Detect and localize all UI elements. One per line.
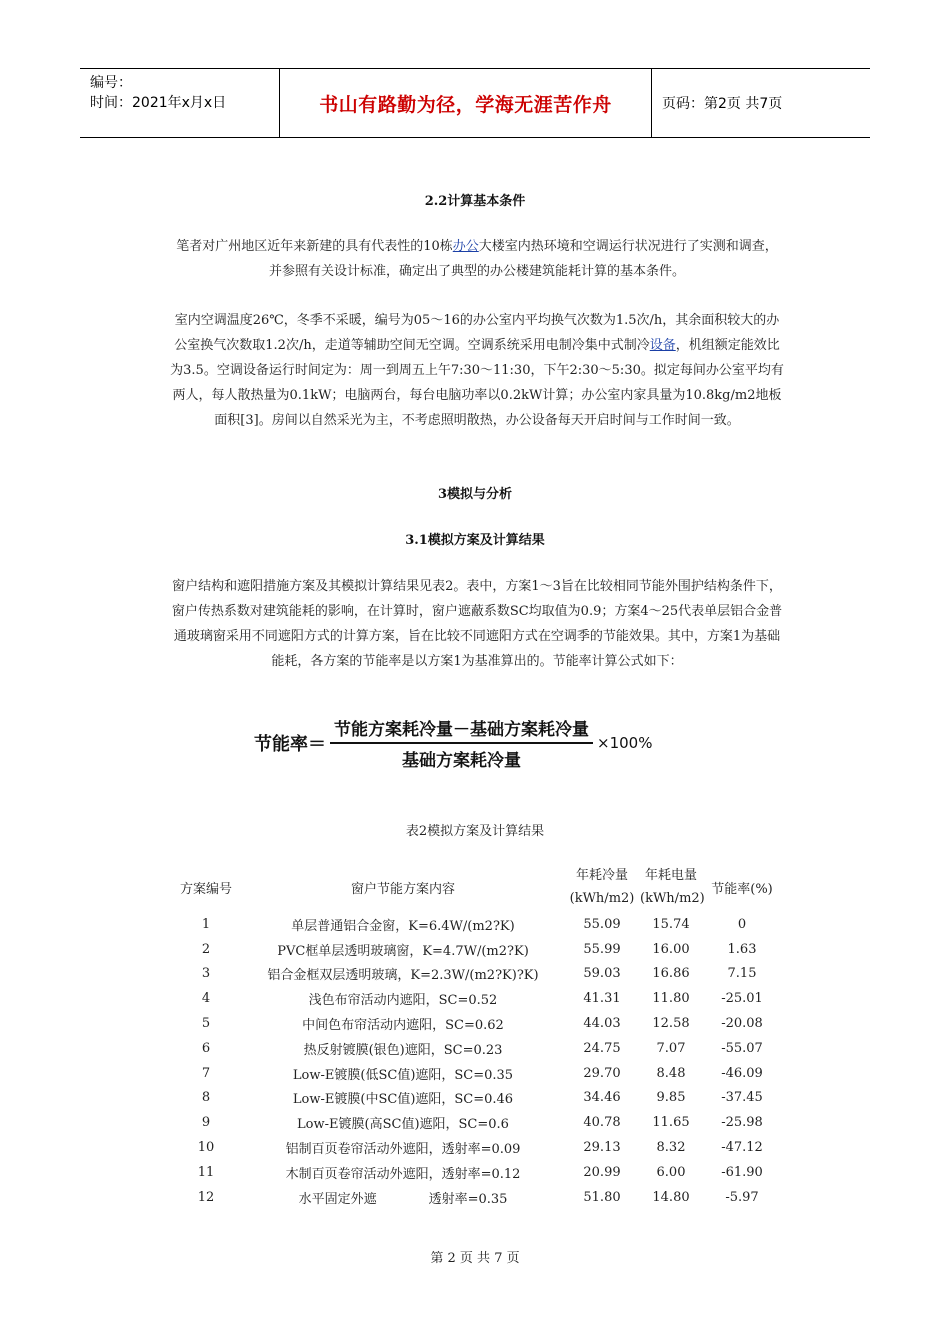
cell-power: 11.80	[652, 991, 690, 1007]
cell-cooling: 59.03	[583, 966, 621, 982]
cell-id: 5	[201, 1016, 211, 1032]
cell-content: 木制百页卷帘活动外遮阳，透射率=0.12	[285, 1166, 521, 1182]
formula-fraction	[330, 715, 593, 771]
cell-cooling: 41.31	[583, 991, 621, 1007]
cell-cooling: 20.99	[583, 1164, 621, 1180]
para-2-text-b: ，机组额定能效比为3.5。空调设备运行时间定为：周一到周五上午7:30～11:30，下午2:30～5:30。拟定每间办公室平均有两人，每人散热量为0.1kW；电脑两台，每台电脑功率以0.2kW计算；办公室内家具量为10.8kg/m2地板面积[3]。房间以自然采光为主，不考虑照明散热，办公设备每天开启时间与工作时间一致。	[170, 338, 784, 428]
cell-id: 4	[201, 991, 211, 1007]
link-office[interactable]: 办公	[452, 239, 479, 254]
table-row	[170, 1160, 782, 1185]
cell-id: 12	[197, 1189, 215, 1205]
page-header	[80, 68, 870, 138]
page-footer: 第 2 页 共 7 页	[430, 1251, 520, 1266]
formula-tail: ×100%	[597, 734, 653, 752]
link-equipment[interactable]: 设备	[649, 338, 676, 353]
table-row	[170, 962, 782, 987]
header-time: 时间：2021年x月x日	[90, 95, 227, 111]
cell-power: 11.65	[652, 1115, 690, 1131]
table-row	[170, 1110, 782, 1135]
cell-cooling: 24.75	[583, 1040, 621, 1056]
col-header-power-unit: (kWh/m2)	[640, 891, 705, 906]
cell-id: 2	[201, 941, 211, 957]
cell-rate: -20.08	[721, 1016, 763, 1032]
formula-lhs: 节能率＝	[254, 734, 326, 755]
table-row	[170, 1135, 782, 1160]
formula-denominator: 基础方案耗冷量	[402, 751, 521, 771]
col-header-cooling-unit: (kWh/m2)	[569, 891, 635, 906]
cell-rate: 0	[737, 916, 747, 932]
para-1-text-a: 笔者对广州地区近年来新建的具有代表性的10栋	[176, 239, 453, 254]
header-page-info: 页码：第2页 共7页	[662, 96, 783, 112]
cell-id: 7	[201, 1065, 211, 1081]
energy-saving-formula	[254, 717, 704, 769]
col-header-power	[640, 862, 705, 912]
cell-content: 浅色布帘活动内遮阳，SC=0.52	[308, 993, 498, 1009]
cell-id: 8	[201, 1090, 211, 1106]
header-number: 编号：	[90, 75, 132, 91]
header-motto: 书山有路勤为径，学海无涯苦作舟	[280, 69, 652, 137]
para-1-text-b: 大楼室内热环境和空调运行状况进行了实测和调查，并参照有关设计标准，确定出了典型的办公楼建筑能耗计算的基本条件。	[268, 239, 778, 279]
table-row	[170, 912, 782, 937]
table-row	[170, 1185, 782, 1210]
cell-power: 8.32	[656, 1140, 686, 1156]
section-2-2-title: 2.2计算基本条件	[424, 194, 526, 209]
cell-id: 11	[197, 1164, 215, 1180]
cell-power: 8.48	[656, 1065, 686, 1081]
cell-power: 7.07	[656, 1040, 686, 1056]
col-header-rate: 节能率(%)	[711, 881, 773, 897]
cell-cooling: 55.09	[583, 916, 621, 932]
cell-rate: -61.90	[721, 1164, 763, 1180]
cell-content: 水平固定外遮 透射率=0.35	[298, 1191, 508, 1207]
table-caption: 表2模拟方案及计算结果	[405, 824, 545, 839]
cell-cooling: 29.70	[583, 1065, 621, 1081]
cell-rate: -37.45	[721, 1090, 763, 1106]
cell-id: 1	[201, 916, 211, 932]
col-header-power-label: 年耗电量	[644, 868, 697, 883]
cell-content: Low-E镀膜(中SC值)遮阳，SC=0.46	[292, 1092, 514, 1108]
table-row	[170, 937, 782, 962]
cell-id: 10	[197, 1140, 215, 1156]
section-3-1-title: 3.1模拟方案及计算结果	[405, 533, 545, 548]
col-header-cooling-label: 年耗冷量	[575, 868, 628, 883]
cell-rate: -25.01	[721, 991, 763, 1007]
cell-content: 铝制百页卷帘活动外遮阳，透射率=0.09	[285, 1142, 521, 1158]
para-2-text-a: 室内空调温度26℃，冬季不采暖，编号为05～16的办公室内平均换气次数为1.5次/h，其余面积较大的办公室换气次数取1.2次/h，走道等辅助空间无空调。空调系统采用电制冷集中式制冷	[174, 313, 780, 353]
cell-cooling: 44.03	[583, 1016, 621, 1032]
cell-cooling: 55.99	[583, 941, 621, 957]
cell-cooling: 40.78	[583, 1115, 621, 1131]
table-row	[170, 1036, 782, 1061]
results-table	[170, 862, 782, 1210]
cell-content: 单层普通铝合金窗，K=6.4W/(m2?K)	[291, 918, 515, 934]
table-row	[170, 1061, 782, 1086]
cell-power: 6.00	[656, 1164, 686, 1180]
cell-power: 15.74	[652, 916, 690, 932]
section-3-title: 3模拟与分析	[437, 487, 513, 502]
col-header-id: 方案编号	[179, 881, 232, 897]
cell-rate: -46.09	[721, 1065, 763, 1081]
table-row	[170, 986, 782, 1011]
col-header-content: 窗户节能方案内容	[350, 881, 455, 897]
cell-cooling: 51.80	[583, 1189, 621, 1205]
cell-cooling: 34.46	[583, 1090, 621, 1106]
cell-id: 6	[201, 1040, 211, 1056]
cell-rate: 7.15	[727, 966, 757, 982]
cell-id: 9	[201, 1115, 211, 1131]
cell-rate: -5.97	[725, 1189, 759, 1205]
table-row	[170, 1011, 782, 1036]
cell-content: Low-E镀膜(低SC值)遮阳，SC=0.35	[292, 1067, 514, 1083]
cell-power: 16.00	[652, 941, 690, 957]
section-2-2-para-2	[170, 308, 784, 433]
formula-numerator: 节能方案耗冷量－基础方案耗冷量	[330, 715, 593, 744]
cell-cooling: 29.13	[583, 1140, 621, 1156]
cell-content: 热反射镀膜(银色)遮阳，SC=0.23	[303, 1042, 503, 1058]
cell-rate: -25.98	[721, 1115, 763, 1131]
cell-rate: 1.63	[727, 941, 757, 957]
cell-power: 16.86	[652, 966, 690, 982]
cell-content: 中间色布帘活动内遮阳，SC=0.62	[302, 1018, 504, 1034]
section-3-1-para: 窗户结构和遮阳措施方案及其模拟计算结果见表2。表中，方案1～3旨在比较相同节能外围护结构条件下，窗户传热系数对建筑能耗的影响，在计算时，窗户遮蔽系数SC均取值为0.9；方案4～25代表单层铝合金普通玻璃窗采用不同遮阳方式的计算方案，旨在比较不同遮阳方式在空调季的节能效果。其中，方案1为基础能耗，各方案的节能率是以方案1为基准算出的。节能率计算公式如下：	[171, 579, 783, 669]
col-header-cooling	[564, 862, 640, 912]
cell-power: 9.85	[656, 1090, 686, 1106]
table-header-row	[170, 862, 782, 912]
cell-rate: -55.07	[721, 1040, 763, 1056]
table-header	[170, 862, 782, 912]
table-row	[170, 1086, 782, 1111]
section-2-2-para-1	[170, 234, 784, 284]
cell-power: 14.80	[652, 1189, 690, 1205]
cell-content: PVC框单层透明玻璃窗，K=4.7W/(m2?K)	[277, 943, 529, 959]
cell-id: 3	[201, 966, 211, 982]
cell-content: 铝合金框双层透明玻璃，K=2.3W/(m2?K)?K)	[267, 968, 539, 984]
table-body	[170, 912, 782, 1210]
cell-content: Low-E镀膜(高SC值)遮阳，SC=0.6	[297, 1117, 509, 1133]
cell-power: 12.58	[652, 1016, 690, 1032]
header-meta	[80, 69, 280, 137]
cell-rate: -47.12	[721, 1140, 763, 1156]
